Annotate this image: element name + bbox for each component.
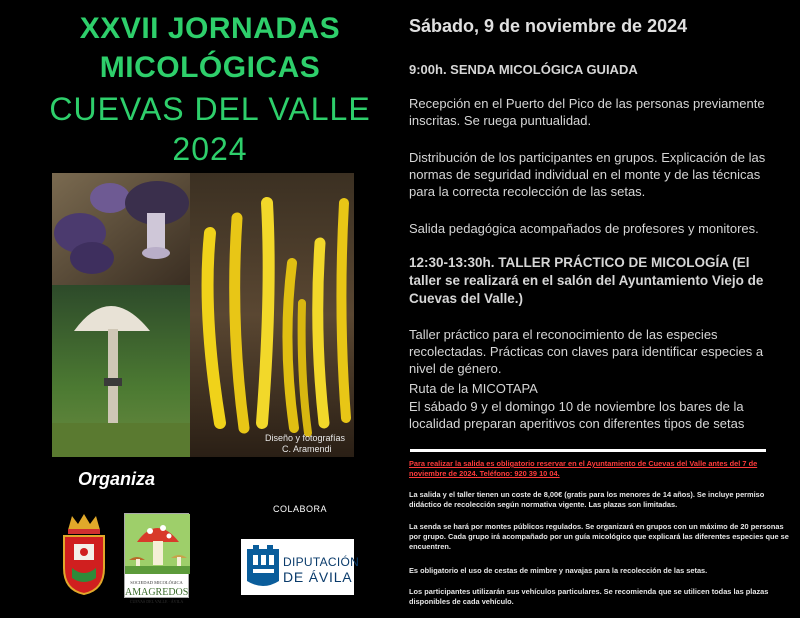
note-cost: La salida y el taller tienen un coste de 8,00€ (gratis para los menores de 14 años). Se incluye permiso didáctico de recolección según normativa vigente. Las plazas son limitadas.	[409, 490, 765, 509]
title-line-2: MICOLÓGICAS	[99, 51, 321, 84]
mushroom-logo-icon	[125, 514, 190, 574]
title-line-3: CUEVAS DEL VALLE	[49, 91, 371, 127]
mushroom-collage-illustration	[52, 173, 354, 457]
session-1-heading: 9:00h. SENDA MICOLÓGICA GUIADA	[409, 62, 638, 77]
note-vehicles: Los participantes utilizarán sus vehículos particulares. Se recomienda que se utilicen todas las plazas disponibles de cada vehículo.	[409, 587, 769, 606]
colabora-label: COLABORA	[273, 504, 328, 514]
session-2-paragraph: Taller práctico para el reconocimiento de las especies recolectadas. Prácticas con claves para identificar especies a nivel de género.	[409, 327, 764, 376]
title-line-4: 2024	[172, 131, 248, 167]
mushroom-photo-collage	[52, 173, 354, 457]
note-baskets: Es obligatorio el uso de cestas de mimbre y navajas para la recolección de las setas.	[409, 566, 708, 575]
sociedad-line-2: AMAGREDOS	[125, 586, 189, 598]
title-line-1: XXVII JORNADAS	[79, 12, 341, 45]
diputacion-line-1: DIPUTACIÓN	[283, 555, 360, 569]
session-1-paragraph-1: Recepción en el Puerto del Pico de las personas previamente inscritas. Se ruega puntualidad.	[409, 96, 765, 128]
session-1-paragraph-2: Distribución de los participantes en grupos. Explicación de las normas de seguridad individual en el monte y de las técnicas para la correcta recolección de las setas.	[409, 150, 766, 199]
reservation-notice: Para realizar la salida es obligatorio reservar en el Ayuntamiento de Cuevas del Valle antes del 7 de noviembre de 2024. Teléfono: 920 39 10 04.	[409, 459, 758, 478]
diputacion-line-2: DE ÁVILA	[283, 569, 353, 585]
divider	[410, 449, 766, 452]
diputacion-avila-logo	[241, 539, 360, 595]
note-groups: La senda se hará por montes públicos regulados. Se organizará en grupos con un máximo de 20 personas por grupo. Cada grupo irá acompañado por un guía micológico que explicará las diferentes especies que se encuentren.	[409, 522, 789, 551]
sociedad-micologica-logo	[124, 513, 189, 604]
event-date: Sábado, 9 de noviembre de 2024	[409, 16, 688, 36]
session-2-heading: 12:30-13:30h. TALLER PRÁCTICO DE MICOLOGÍA (El taller se realizará en el salón del Ayuntamiento Viejo de Cuevas del Valle.)	[409, 255, 764, 306]
sociedad-line-3: CUEVAS DEL VALLE · ÁVILA	[129, 598, 184, 604]
micotapa-paragraph: El sábado 9 y el domingo 10 de noviembre los bares de la localidad preparan aperitivos con diferentes tipos de setas	[409, 399, 745, 431]
photo-credit-line-1: Diseño y fotografías	[265, 433, 346, 443]
photo-credit-line-2: C. Aramendi	[282, 444, 332, 454]
photo-credit	[265, 433, 355, 455]
coat-of-arms-logo	[60, 512, 108, 596]
organiza-label: Organiza	[78, 469, 156, 489]
crown-shield-icon	[60, 512, 108, 596]
sociedad-line-1: SOCIEDAD MICOLÓGICA	[130, 580, 183, 585]
micotapa-title: Ruta de la MICOTAPA	[409, 381, 538, 396]
diputacion-text	[283, 556, 359, 583]
castle-wall-icon	[245, 545, 281, 589]
session-1-paragraph-3: Salida pedagógica acompañados de profesores y monitores.	[409, 221, 759, 236]
